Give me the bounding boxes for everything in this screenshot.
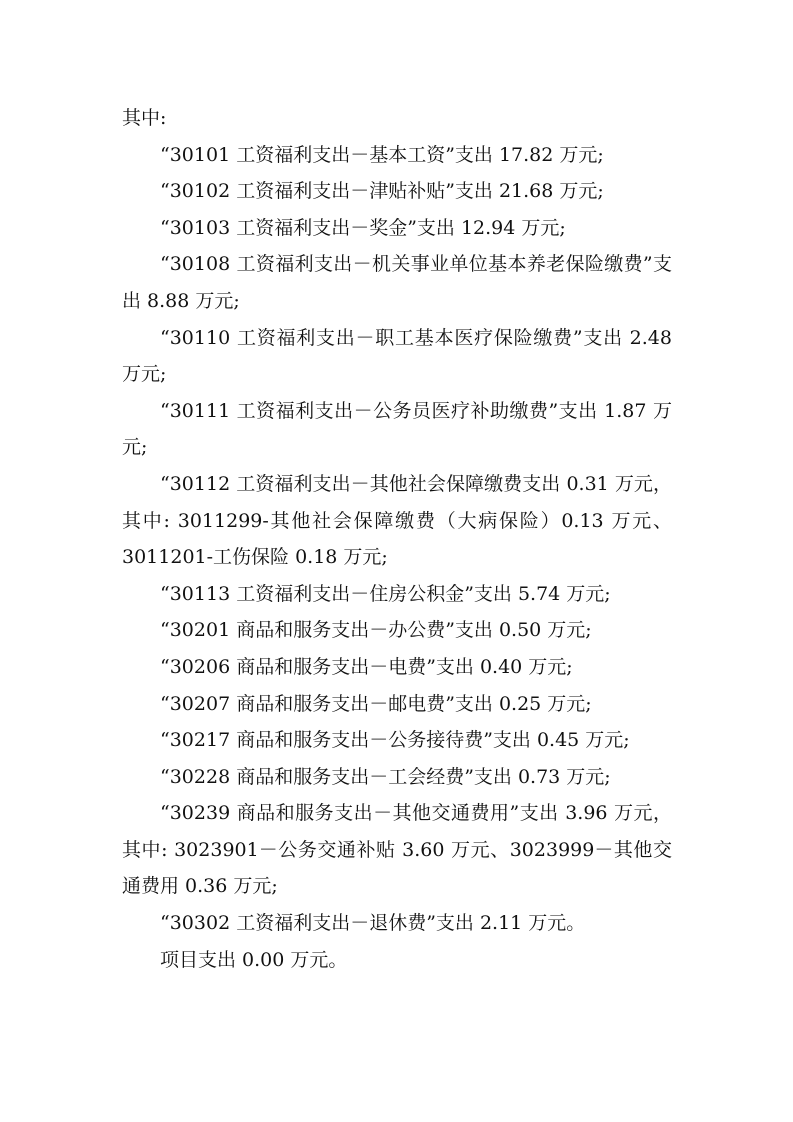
expense-item-30102: “30102 工资福利支出－津贴补贴”支出 21.68 万元; [160, 180, 604, 203]
expense-item-30108: “30108 工资福利支出－机关事业单位基本养老保险缴费”支出 8.88 万元; [122, 253, 672, 312]
expense-item-30228: “30228 商品和服务支出－工会经费”支出 0.73 万元; [160, 765, 611, 788]
expense-item-30101: “30101 工资福利支出－基本工资”支出 17.82 万元; [160, 143, 604, 166]
expense-item-30110: “30110 工资福利支出－职工基本医疗保险缴费”支出 2.48 万元; [122, 326, 672, 386]
document-body [122, 100, 672, 978]
section-heading: 其中: [122, 107, 167, 129]
expense-item-30112: “30112 工资福利支出－其他社会保障缴费支出 0.31 万元，其中: 3011299-其他社会保障缴费（大病保险）0.13 万元、3011201-工伤保险 0.18 万元; [122, 472, 672, 569]
expense-item-30217: “30217 商品和服务支出－公务接待费”支出 0.45 万元; [160, 729, 630, 752]
expense-item-30201: “30201 商品和服务支出－办公费”支出 0.50 万元; [160, 619, 592, 642]
expense-item-30206: “30206 商品和服务支出－电费”支出 0.40 万元; [160, 655, 573, 678]
expense-item-30302: “30302 工资福利支出－退休费”支出 2.11 万元。 [160, 912, 586, 935]
expense-item-30103: “30103 工资福利支出－奖金”支出 12.94 万元; [160, 216, 566, 239]
expense-item-30113: “30113 工资福利支出－住房公积金”支出 5.74 万元; [160, 582, 611, 605]
expense-item-30207: “30207 商品和服务支出－邮电费”支出 0.25 万元; [160, 692, 592, 715]
project-expense-summary: 项目支出 0.00 万元。 [160, 948, 348, 971]
expense-item-30239: “30239 商品和服务支出－其他交通费用”支出 3.96 万元，其中: 3023901－公务交通补贴 3.60 万元、3023999－其他交通费用 0.36 万元; [122, 802, 672, 898]
expense-item-30111: “30111 工资福利支出－公务员医疗补助缴费”支出 1.87 万元; [122, 399, 672, 459]
